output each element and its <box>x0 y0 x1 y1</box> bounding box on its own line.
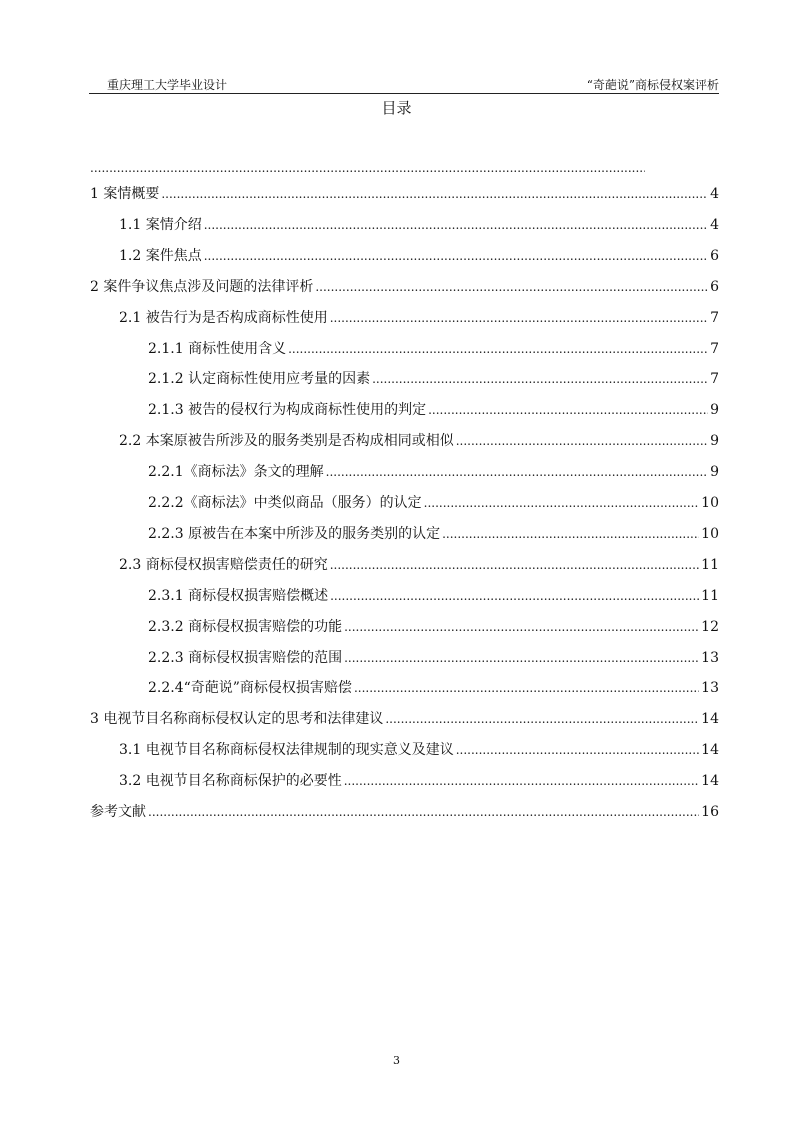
toc-entry[interactable] <box>148 369 719 389</box>
toc-entry-label: 参考文献 <box>90 804 146 820</box>
toc-entry-page: 9 <box>710 433 719 450</box>
toc-entry[interactable] <box>148 339 719 359</box>
toc-entry[interactable] <box>119 308 719 328</box>
toc-entry-leader <box>330 555 699 575</box>
toc-entry[interactable] <box>119 431 719 451</box>
toc-entry-page: 4 <box>710 216 719 233</box>
toc-entry[interactable] <box>119 771 719 791</box>
toc-entry-leader <box>456 740 699 760</box>
toc-entry-leader <box>442 524 699 544</box>
toc-entry[interactable] <box>148 586 719 606</box>
toc-entry[interactable] <box>90 277 719 297</box>
toc-entry-page: 7 <box>710 340 719 357</box>
toc-entry-page: 11 <box>701 587 719 604</box>
toc-entry[interactable] <box>148 617 719 637</box>
toc-entry-label: 2.2.3 商标侵权损害赔偿的范围 <box>148 649 343 666</box>
toc-entry-page: 14 <box>701 711 719 728</box>
toc-entry-page: 7 <box>710 309 719 326</box>
toc-entry[interactable] <box>90 184 719 204</box>
toc-entry-page: 4 <box>710 186 719 202</box>
toc-entry-page: 7 <box>710 371 719 388</box>
toc-title: 目录 <box>381 99 412 117</box>
toc-entry-label: 2.2.1《商标法》条文的理解 <box>148 464 324 481</box>
toc-entry-label: 2.2 本案原被告所涉及的服务类别是否构成相同或相似 <box>119 433 454 450</box>
toc-leader-line <box>90 160 645 176</box>
toc-entry-label: 2 案件争议焦点涉及问题的法律评析 <box>90 278 314 295</box>
toc-entry-leader <box>288 339 708 359</box>
toc-entry-label: 1.1 案情介绍 <box>119 216 202 233</box>
toc-entry-label: 3.2 电视节目名称商标保护的必要性 <box>119 773 342 790</box>
toc-entry-leader <box>428 400 708 420</box>
toc-entry-page: 11 <box>701 556 719 573</box>
toc-entry[interactable] <box>148 648 719 668</box>
toc-entry-label: 2.3.2 商标侵权损害赔偿的功能 <box>148 618 343 635</box>
toc-entry-label: 3 电视节目名称商标侵权认定的思考和法律建议 <box>90 711 384 728</box>
toc-entry-label: 2.2.2《商标法》中类似商品（服务）的认定 <box>148 495 422 511</box>
toc-entry[interactable] <box>119 246 719 266</box>
toc-entry-leader <box>372 369 708 389</box>
toc-entry-label: 2.2.4“奇葩说”商标侵权损害赔偿 <box>148 680 352 697</box>
toc-entry-leader <box>326 462 708 482</box>
toc-entry-leader <box>344 617 699 637</box>
toc-entry-page: 6 <box>710 247 719 264</box>
toc-entry-label: 1 案情概要 <box>90 186 160 202</box>
toc-entry-label: 2.1.3 被告的侵权行为构成商标性使用的判定 <box>148 402 427 419</box>
header-school-title: 重庆理工大学毕业设计 <box>107 78 228 92</box>
toc-entry-leader <box>354 678 699 698</box>
toc-entry-page: 9 <box>710 402 719 419</box>
header-document-title: “奇葩说”商标侵权案评析 <box>586 78 719 92</box>
toc-entry-leader <box>161 184 708 204</box>
toc-entry-leader <box>148 802 699 822</box>
toc-entry-page: 13 <box>701 649 719 666</box>
toc-entry[interactable] <box>90 709 719 729</box>
toc-entry-label: 2.1 被告行为是否构成商标性使用 <box>119 309 328 326</box>
header-divider <box>89 93 719 94</box>
toc-entry-label: 2.3.1 商标侵权损害赔偿概述 <box>148 587 329 604</box>
toc-entry-page: 10 <box>701 495 719 511</box>
toc-entry-leader <box>330 308 708 328</box>
toc-entry[interactable] <box>119 555 719 575</box>
toc-entry-page: 16 <box>701 804 719 820</box>
page-number: 3 <box>393 1054 400 1067</box>
toc-entry-page: 12 <box>701 618 719 635</box>
toc-entry-leader <box>204 246 708 266</box>
toc-entry-label: 2.1.1 商标性使用含义 <box>148 340 287 357</box>
toc-entry[interactable] <box>148 678 719 698</box>
toc-entry-page: 14 <box>701 773 719 790</box>
toc-entry[interactable] <box>148 524 719 544</box>
toc-entry-label: 2.2.3 原被告在本案中所涉及的服务类别的认定 <box>148 525 441 542</box>
toc-entry[interactable] <box>148 462 719 482</box>
toc-entry[interactable] <box>148 400 719 420</box>
toc-entry-leader <box>424 493 700 513</box>
toc-entry-leader <box>344 648 699 668</box>
toc-entry-label: 3.1 电视节目名称商标侵权法律规制的现实意义及建议 <box>119 742 454 759</box>
toc-entry[interactable] <box>119 215 719 235</box>
toc-entry-leader <box>344 771 699 791</box>
toc-entry[interactable] <box>148 493 719 513</box>
toc-entry-page: 13 <box>701 680 719 697</box>
toc-entry-label: 2.3 商标侵权损害赔偿责任的研究 <box>119 556 328 573</box>
toc-entry-page: 14 <box>701 742 719 759</box>
toc-entry-leader <box>315 277 708 297</box>
toc-entry-leader <box>330 586 699 606</box>
toc-entry-label: 1.2 案件焦点 <box>119 247 202 264</box>
toc-entry-label: 2.1.2 认定商标性使用应考量的因素 <box>148 371 371 388</box>
toc-entry-page: 6 <box>710 278 719 295</box>
toc-entry-page: 9 <box>710 464 719 481</box>
toc-entry-leader <box>204 215 708 235</box>
toc-entry-leader <box>385 709 699 729</box>
toc-entry-page: 10 <box>701 525 719 542</box>
toc-entry-leader <box>456 431 708 451</box>
toc-entry[interactable] <box>90 802 719 822</box>
toc-entry[interactable] <box>119 740 719 760</box>
